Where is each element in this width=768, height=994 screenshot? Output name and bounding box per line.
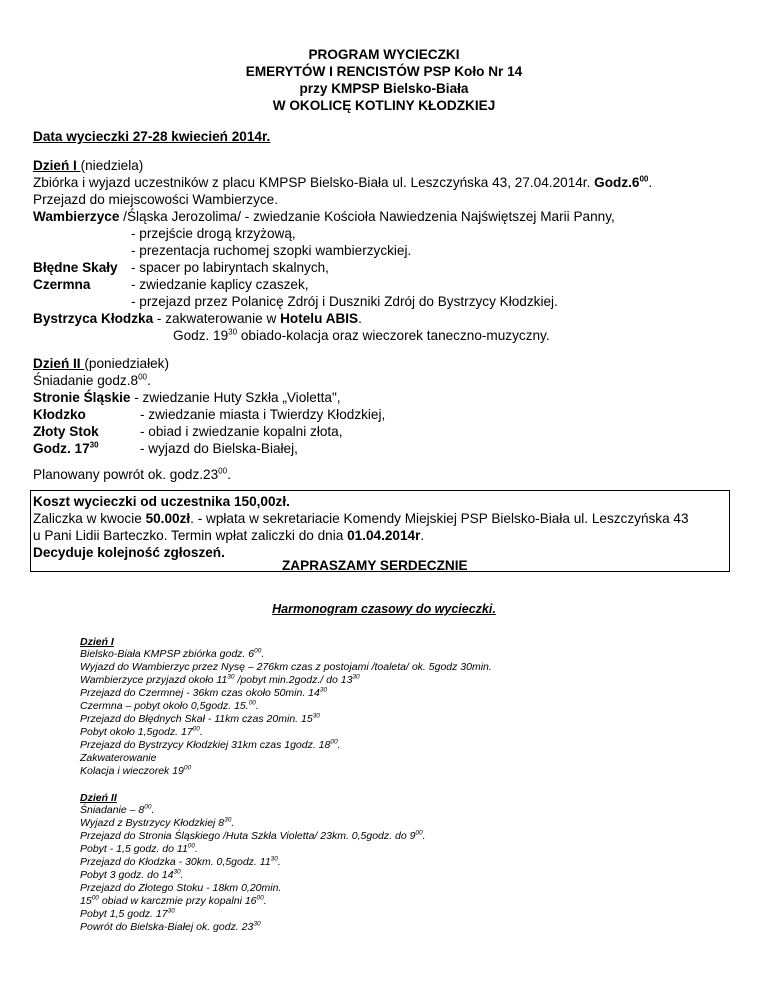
schedule-text: . [180, 869, 184, 881]
godz-text: - wyjazd do Bielska-Białej, [140, 441, 298, 456]
schedule-line [80, 765, 492, 778]
czermna-sub: - przejazd przez Polanicę Zdrój i Duszniki Zdrój do Bystrzycy Kłodzkiej. [131, 294, 558, 309]
schedule-text: . [151, 804, 155, 816]
schedule-text: Wambierzyce przyjazd około 11 [80, 674, 228, 686]
schedule-line [80, 713, 492, 726]
title-line-4: W OKOLICĘ KOTLINY KŁODZKIEJ [272, 98, 496, 113]
schedule-text: . [261, 648, 265, 660]
schedule-time-sup: 30 [167, 907, 175, 915]
schedule-time-sup: 30 [270, 855, 278, 863]
dinner-sup: 30 [228, 327, 238, 337]
godz-pre: Godz. 17 [33, 441, 90, 456]
schedule-text: Pobyt około 1,5godz. 17 [80, 726, 193, 738]
schedule-text: . [422, 830, 426, 842]
order-note: Decyduje kolejność zgłoszeń. [33, 545, 225, 560]
schedule-time-sup: 30 [319, 686, 328, 694]
wamb-text: /Śląska Jerozolima/ - zwiedzanie Kościoła Nawiedzenia Najświętszej Marii Panny, [119, 209, 615, 224]
schedule-time-sup: 00 [91, 894, 99, 902]
schedule-text: obiad w karczmie przy kopalni 16 [98, 895, 257, 907]
schedule-time-sup: 00 [330, 738, 338, 746]
cost-title: Koszt wycieczki od uczestnika 150,00zł. [33, 494, 290, 509]
stronie-line [33, 389, 341, 406]
day1-gather [33, 174, 652, 191]
godz-place [33, 440, 99, 457]
title-line-2: EMERYTÓW I RENCISTÓW PSP Koło Nr 14 [245, 64, 523, 79]
bledne-text: - spacer po labiryntach skalnych, [131, 260, 329, 275]
schedule-text: Czermna – pobyt około 0,5godz. 15. [80, 700, 249, 712]
dinner-pre: Godz. 19 [173, 328, 229, 343]
schedule-line [80, 908, 426, 921]
schedule-text: Przejazd do Złotego Stoku - 18km 0,20min. [80, 882, 282, 894]
schedule-line [80, 856, 426, 869]
schedule-day1-list [80, 648, 492, 778]
schedule-time-sup: 00 [187, 842, 196, 850]
schedule-text: Przejazd do Kłodzka - 30km. 0,5godz. 11 [80, 856, 271, 868]
wamb-place: Wambierzyce [33, 209, 120, 224]
wamb-line [33, 208, 615, 225]
return-end: . [227, 467, 231, 482]
schedule-time-sup: 00 [256, 894, 264, 902]
schedule-time-sup: 00 [183, 764, 192, 772]
schedule-line [80, 687, 492, 700]
schedule-text: Zakwaterowanie [80, 752, 157, 764]
schedule-text: . [277, 856, 281, 868]
deposit-pre: Zaliczka w kwocie [33, 511, 146, 526]
gather-time-sup: 00 [639, 174, 649, 184]
stronie-place: Stronie Śląskie [33, 390, 131, 405]
schedule-line [80, 895, 426, 908]
schedule-text: . [199, 726, 203, 738]
wamb-sub2: - prezentacja ruchomej szopki wambierzyckiej. [131, 243, 412, 258]
breakfast-line [33, 372, 151, 389]
schedule-text: . [337, 739, 341, 751]
schedule-text: Przejazd do Czermnej - 36km czas około 50min. 14 [80, 687, 320, 699]
schedule-text: Przejazd do Błędnych Skał - 11km czas 20min. 15 [80, 713, 313, 725]
return-line [33, 466, 231, 483]
schedule-text: . [195, 843, 198, 855]
schedule-line [80, 726, 492, 739]
schedule-day2-list [80, 804, 426, 934]
schedule-text: Przejazd do Bystrzycy Kłodzkiej 31km czas 1godz. 18 [80, 739, 331, 751]
day1-transfer: Przejazd do miejscowości Wambierzyce. [33, 192, 279, 207]
bystrzyca-place: Bystrzyca Kłodzka [33, 311, 154, 326]
schedule-line [80, 882, 426, 895]
schedule-text: Kolacja i wieczorek 19 [80, 765, 184, 777]
schedule-text: Pobyt - 1,5 godz. do 11 [80, 843, 188, 855]
bystrzyca-end: . [358, 311, 362, 326]
schedule-text: Przejazd do Stronia Śląskiego /Huta Szkła Violetta/ 23km. 0,5godz. do 9 [80, 830, 416, 842]
schedule-text: Pobyt 1,5 godz. 17 [80, 908, 168, 920]
deposit-line2-end: . [420, 528, 425, 543]
schedule-text: /pobyt min.2godz./ do 13 [234, 674, 353, 686]
zloty-text: - obiad i zwiedzanie kopalni złota, [140, 424, 343, 439]
schedule-line [80, 869, 426, 882]
schedule-text: . [255, 700, 259, 712]
deposit-deadline: 01.04.2014r [347, 528, 421, 543]
czermna-place: Czermna [33, 277, 91, 292]
day1-title: Dzień I [33, 158, 81, 173]
schedule-time-sup: 30 [253, 920, 261, 928]
invite: ZAPRASZAMY SERDECZNIE [282, 558, 468, 573]
zloty-place: Złoty Stok [33, 424, 99, 439]
day2-note: (poniedziałek) [84, 356, 170, 371]
schedule-line [80, 700, 492, 713]
schedule-text: Wyjazd z Bystrzycy Kłodzkiej 8 [80, 817, 225, 829]
deposit-amount: 50.00zł [145, 511, 191, 526]
czermna-text: - zwiedzanie kaplicy czaszek, [131, 277, 309, 292]
stronie-text: - zwiedzanie Huty Szkła „Violetta", [130, 390, 341, 405]
deposit-line [33, 510, 689, 527]
gather-text: Zbiórka i wyjazd uczestników z placu KMPSP Bielsko-Biała ul. Leszczyńska 43, 27.04.2014r. [33, 175, 595, 190]
gather-end: . [648, 175, 653, 190]
schedule-line [80, 830, 426, 843]
schedule-text: Wyjazd do Wambierzyc przez Nysę – 276km czas z postojami /toaleta/ ok. 5godz 30min. [80, 661, 492, 673]
title-line-3: przy KMPSP Bielsko-Biała [299, 81, 469, 96]
schedule-time-sup: 00 [415, 829, 423, 837]
dinner-line [173, 327, 550, 344]
schedule-line [80, 648, 492, 661]
schedule-time-sup: 30 [173, 868, 181, 876]
bystrzyca-text: - zakwaterowanie w [153, 311, 281, 326]
trip-date: Data wycieczki 27-28 kwiecień 2014r. [33, 129, 271, 144]
day2-heading [33, 355, 169, 372]
klodzko-text: - zwiedzanie miasta i Twierdzy Kłodzkiej, [140, 407, 386, 422]
return-sup: 00 [218, 466, 228, 476]
title-line-1: PROGRAM WYCIECZKI [308, 47, 460, 62]
schedule-time-sup: 00 [248, 699, 256, 707]
schedule-line [80, 921, 426, 934]
schedule-line [80, 739, 492, 752]
wamb-sub1: - przejście drogą krzyżową, [131, 226, 296, 241]
schedule-time-sup: 30 [352, 673, 360, 681]
schedule-text: . [263, 895, 267, 907]
schedule-line [80, 843, 426, 856]
return-pre: Planowany powrót ok. godz.23 [33, 467, 219, 482]
schedule-time-sup: 00 [144, 803, 152, 811]
schedule-time-sup: 00 [254, 647, 262, 655]
schedule-time-sup: 30 [224, 816, 232, 824]
schedule-time-sup: 30 [312, 712, 320, 720]
schedule-time-sup: 00 [192, 725, 200, 733]
schedule-line [80, 674, 492, 687]
deposit-line2-pre: u Pani Lidii Barteczko. Termin wpłat zaliczki do dnia [33, 528, 348, 543]
day1-note: (niedziela) [80, 158, 144, 173]
schedule-line [80, 804, 426, 817]
schedule-text: Bielsko-Biała KMPSP zbiórka godz. 6 [80, 648, 255, 660]
schedule-day1-title: Dzień I [80, 636, 114, 648]
dinner-text: obiado-kolacja oraz wieczorek taneczno-muzyczny. [237, 328, 550, 343]
bystrzyca-hotel: Hotelu ABIS [280, 311, 359, 326]
day1-heading [33, 157, 143, 174]
day2-title: Dzień II [33, 356, 85, 371]
bledne-place: Błędne Skały [33, 260, 118, 275]
schedule-text: Powrót do Bielska-Białej ok. godz. 23 [80, 921, 254, 933]
schedule-line [80, 752, 492, 765]
schedule-line [80, 661, 492, 674]
breakfast-end: . [146, 373, 151, 388]
schedule-text: Śniadanie – 8 [80, 804, 145, 816]
deposit-line-2 [33, 527, 424, 544]
deposit-text: . - wpłata w sekretariacie Komendy Miejskiej PSP Bielsko-Biała ul. Leszczyńska 43 [190, 511, 689, 526]
schedule-title: Harmonogram czasowy do wycieczki. [272, 602, 496, 616]
godz-sup: 30 [89, 440, 99, 450]
schedule-text: . [231, 817, 235, 829]
breakfast-pre: Śniadanie godz.8 [33, 373, 139, 388]
schedule-time-sup: 30 [227, 673, 235, 681]
schedule-line [80, 817, 426, 830]
schedule-day2-title: Dzień II [80, 792, 117, 804]
gather-time: Godz.6 [594, 175, 640, 190]
klodzko-place: Kłodzko [33, 407, 86, 422]
bystrzyca-line [33, 310, 362, 327]
breakfast-sup: 00 [138, 372, 147, 382]
schedule-text: Pobyt 3 godz. do 14 [80, 869, 174, 881]
schedule-line-prefix: 15 [80, 895, 92, 907]
